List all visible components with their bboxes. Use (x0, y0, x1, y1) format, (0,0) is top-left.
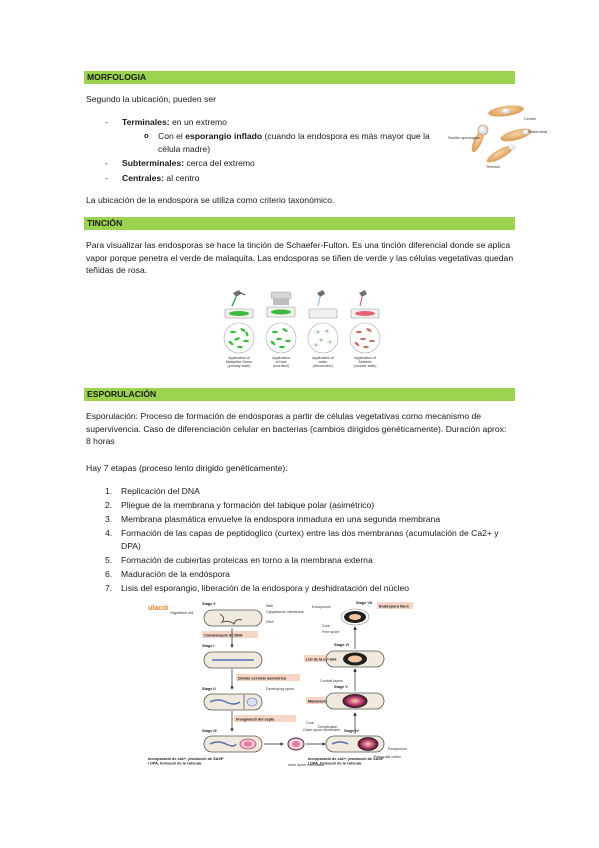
stage5-label: Stage V (334, 685, 348, 689)
stain-step-1 (224, 290, 254, 353)
tincion-paragraph: Para visualizar las endosporas se hace la tinción de Schaefer-Fulton. Es una tinción diferencial donde se aplica vapor porque penetra el verde de malaquita. Las endosporas se tiñen de verde y las células vegetativas quedan teñidas de rosa. (86, 240, 514, 275)
core7-label: Core (322, 624, 330, 628)
morfologia-footer: La ubicación de la endospora se utiliza como criterio taxonómico. (86, 195, 335, 205)
schaeffer-fulton-figure (217, 289, 387, 377)
step1-l2: Malachite Green (225, 360, 253, 364)
core-label: Core (306, 721, 314, 725)
centrales-text: al centro (164, 173, 200, 183)
incorp2-text-line: i DPA, formació de la cutícula (308, 761, 362, 766)
outer-mem-label: Outer spore membrane (303, 728, 341, 732)
sub-post: (cuando la endospora es más mayor que la célula madre) (158, 131, 430, 154)
stage3-label: Stage III (202, 729, 217, 733)
svg-text:(counter stain) (354, 364, 377, 368)
stage1-label: Stage I (202, 644, 215, 648)
sporulation-cycle-diagram (148, 598, 430, 783)
diagram-title-fragment: ulació (148, 605, 169, 612)
cortical-label: Cortical layers (320, 679, 343, 683)
esporulacion-para1: Esporulación: Proceso de formación de endosporas a partir de células vegetativas como mecanismo de supervivencia. Caso de diferenciación celular en bacterias (cambios dirigidos genéticamente). Duración aprox: 8 horas (86, 411, 507, 446)
section-heading-morfologia: MORFOLOGIA (84, 71, 515, 84)
spore-position-figure (446, 99, 556, 171)
stain-step-4 (350, 290, 380, 353)
step2-l1: Application (272, 356, 290, 360)
free-spore-label: Free spore (322, 630, 340, 634)
step4-l1: Application of (354, 356, 376, 360)
dehydration-label: Dehydration (318, 725, 338, 729)
exosporium-label: Exosporium (388, 747, 407, 751)
central-cell (487, 104, 524, 119)
stage0-label: Stage 0 (202, 602, 216, 606)
step-1-text: Replicación del DNA (121, 486, 200, 496)
stage4-label: Stage IV (344, 729, 359, 733)
subterminales-text: cerca del extremo (184, 158, 255, 168)
terminales-text: en un extremo (169, 117, 227, 127)
sub-pre: Con el (158, 131, 186, 141)
step3-l2: water (318, 360, 328, 364)
stain-step-2 (266, 292, 296, 353)
section-heading-tincion: TINCIÓN (84, 217, 515, 230)
divisio-label: Divisió cel·lular asimètrica (238, 676, 286, 681)
step4-l3: (counter stain) (353, 364, 377, 368)
incorp2-text-line: Incorporació de ca2+, producció de SASP (308, 757, 384, 761)
step-3-text: Membrana plasmática envuelve la endospora inmadura en una segunda membrana (121, 514, 441, 524)
label-subterminal: Subterminal (528, 130, 548, 134)
label-terminal: Terminal (486, 165, 500, 169)
wall-label: Wall (266, 604, 273, 608)
svg-text:(decolorizer) (313, 364, 333, 368)
condensacion-label: Condensació de DNA (204, 633, 243, 638)
step1-l3: (primary stain) (227, 364, 251, 368)
label-central: Central (524, 117, 536, 121)
svg-text:Incorporació de ca2+, producci (148, 757, 224, 766)
step1-l1: Application of (228, 356, 250, 360)
section-heading-esporulacion: ESPORULACIÓN (84, 388, 515, 401)
stage7-label: Stage VII (356, 601, 373, 605)
endospora-label: Endòspora lliure (379, 604, 409, 609)
terminal-cell (485, 143, 516, 166)
step2-l2: of heat (275, 360, 287, 364)
step3-l3: (decolorizer) (313, 364, 333, 368)
morfologia-intro: Segundo la ubicación, pueden ser (86, 94, 216, 104)
label-swollen: Swollen sporangium (448, 136, 481, 140)
incorp1-text-line: Incorporació de ca2+, producció de SASP (148, 757, 224, 761)
step-6-text: Maduración de la endóspora (121, 569, 230, 579)
stain-step-3 (308, 290, 338, 353)
developing-label: Developing spore (266, 687, 294, 691)
sub-bold: esporangio inflado (185, 131, 263, 141)
dna-label: DNA (266, 620, 274, 624)
svg-text:(mordant) (273, 364, 289, 368)
invaginacio-label: Invaginació del septe (236, 717, 275, 722)
subterminales-label: Subterminales: (122, 158, 185, 168)
maduracio-label: Maduració (308, 699, 327, 704)
veg-cell-label: Vegetative cell (170, 611, 194, 615)
step4-l2: Safranin (358, 360, 372, 364)
incorp1-text-line: i DPA, formació de la cutícula (148, 761, 202, 766)
svg-text:Incorporació de ca2+, producci (308, 757, 384, 766)
primordial-label: Primordial cortex (374, 755, 401, 759)
stage6-label: Stage VI (334, 643, 349, 647)
svg-text:(primary stain) (228, 364, 251, 368)
step-4-text: Formación de las capas de peptidoglico (curtex) entre las dos membranas (acumulación de Ca2+ y DPA) (121, 528, 499, 551)
lisi-label: Lisi de la cèl·lula (306, 657, 337, 662)
esporulacion-para2: Hay 7 etapas (proceso lento dirigido genéticamente): (86, 463, 288, 473)
inner-mem-label: Inner spore membrane (288, 763, 325, 767)
cyto-mem-label: Cytoplasmic membrane (266, 610, 304, 614)
subterminal-cell (499, 126, 532, 144)
centrales-label: Centrales: (122, 173, 165, 183)
exosporium7-label: Exosporium (312, 605, 331, 609)
step-2-text: Pliegue de la membrana y formación del tabique polar (asimétrico) (121, 500, 375, 510)
terminales-label: Terminales: (122, 117, 170, 127)
stage2-label: Stage II (202, 687, 216, 691)
step-5-text: Formación de cubiertas proteicas en torno a la membrana externa (121, 555, 373, 565)
step2-l3: (mordant) (273, 364, 289, 368)
step3-l1: Application of (312, 356, 334, 360)
step-7-text: Lisis del esporangio, liberación de la endospora y deshidratación del núcleo (121, 583, 410, 593)
